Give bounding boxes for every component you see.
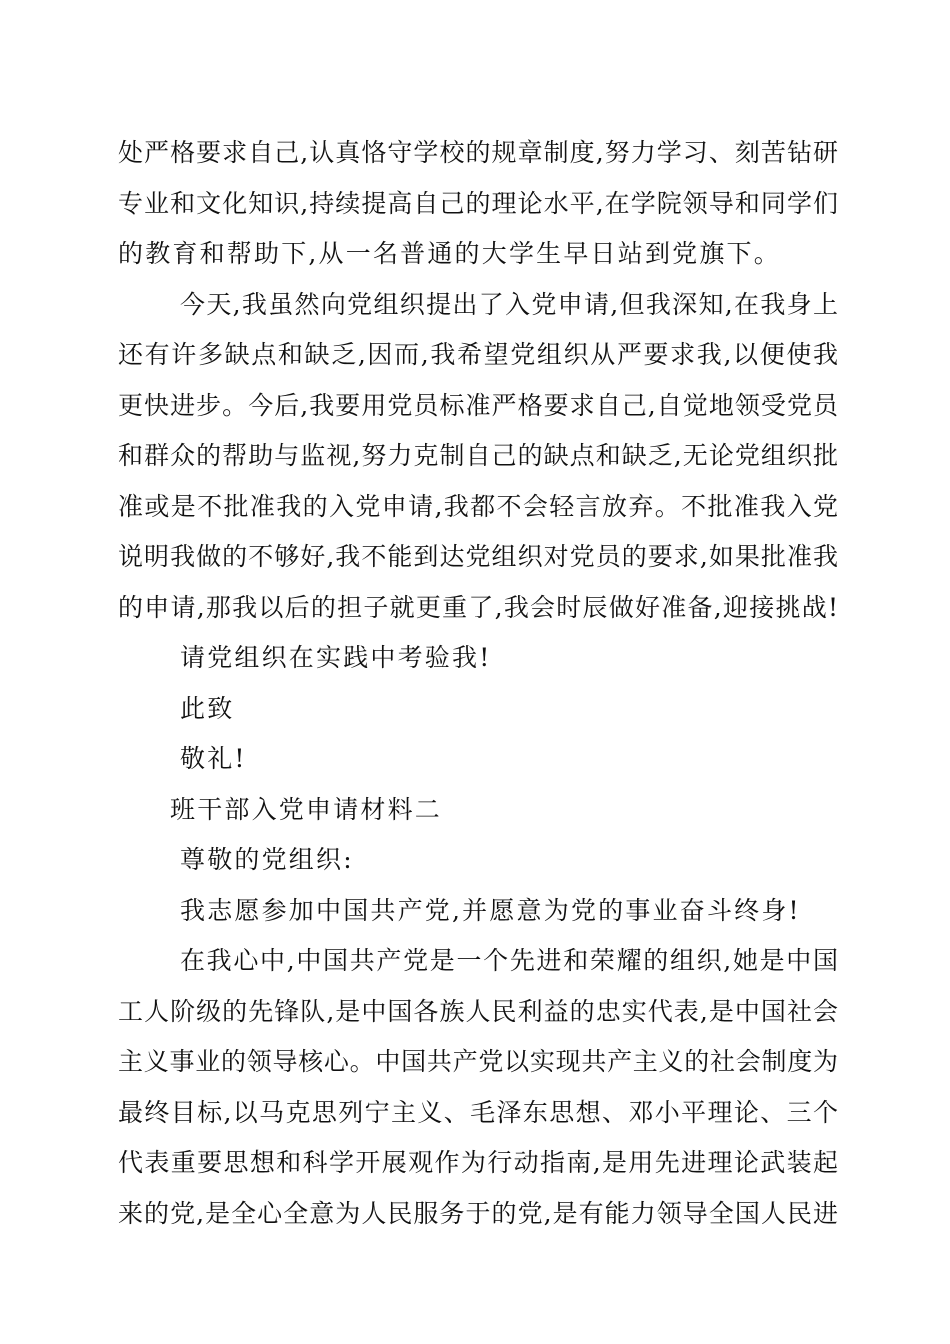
text-line: 的教育和帮助下,从一名普通的大学生早日站到党旗下。	[118, 239, 781, 268]
text-line: 最终目标,以马克思列宁主义、毛泽东思想、邓小平理论、三个	[118, 1098, 838, 1127]
section-title: 班干部入党申请材料二	[170, 795, 443, 824]
text-line: 在我心中,中国共产党是一个先进和荣耀的组织,她是中国	[180, 946, 838, 975]
salutation: 尊敬的党组织:	[180, 845, 354, 874]
text-line: 处严格要求自己,认真恪守学校的规章制度,努力学习、刻苦钻研	[118, 138, 838, 167]
text-line: 专业和文化知识,持续提高自己的理论水平,在学院领导和同学们	[118, 189, 838, 218]
text-line: 准或是不批准我的入党申请,我都不会轻言放弃。不批准我入党	[118, 492, 838, 521]
text-line: 今天,我虽然向党组织提出了入党申请,但我深知,在我身上	[180, 290, 838, 319]
closing-line: 此致	[180, 694, 235, 723]
text-line: 的申请,那我以后的担子就更重了,我会时辰做好准备,迎接挑战!	[118, 593, 838, 622]
closing-line: 敬礼!	[180, 744, 247, 773]
text-line: 来的党,是全心全意为人民服务于的党,是有能力领导全国人民进	[118, 1199, 838, 1228]
pledge-line: 我志愿参加中国共产党,并愿意为党的事业奋斗终身!	[180, 896, 801, 925]
text-line: 和群众的帮助与监视,努力克制自己的缺点和缺乏,无论党组织批	[118, 441, 838, 470]
text-line: 更快进步。今后,我要用党员标准严格要求自己,自觉地领受党员	[118, 391, 838, 420]
text-line: 主义事业的领导核心。中国共产党以实现共产主义的社会制度为	[118, 1047, 838, 1076]
text-line: 还有许多缺点和缺乏,因而,我希望党组织从严要求我,以便使我	[118, 340, 838, 369]
text-line: 说明我做的不够好,我不能到达党组织对党员的要求,如果批准我	[118, 542, 838, 571]
closing-line: 请党组织在实践中考验我!	[180, 643, 492, 672]
text-line: 代表重要思想和科学开展观作为行动指南,是用先进理论武装起	[118, 1148, 838, 1177]
text-line: 工人阶级的先锋队,是中国各族人民利益的忠实代表,是中国社会	[118, 997, 838, 1026]
